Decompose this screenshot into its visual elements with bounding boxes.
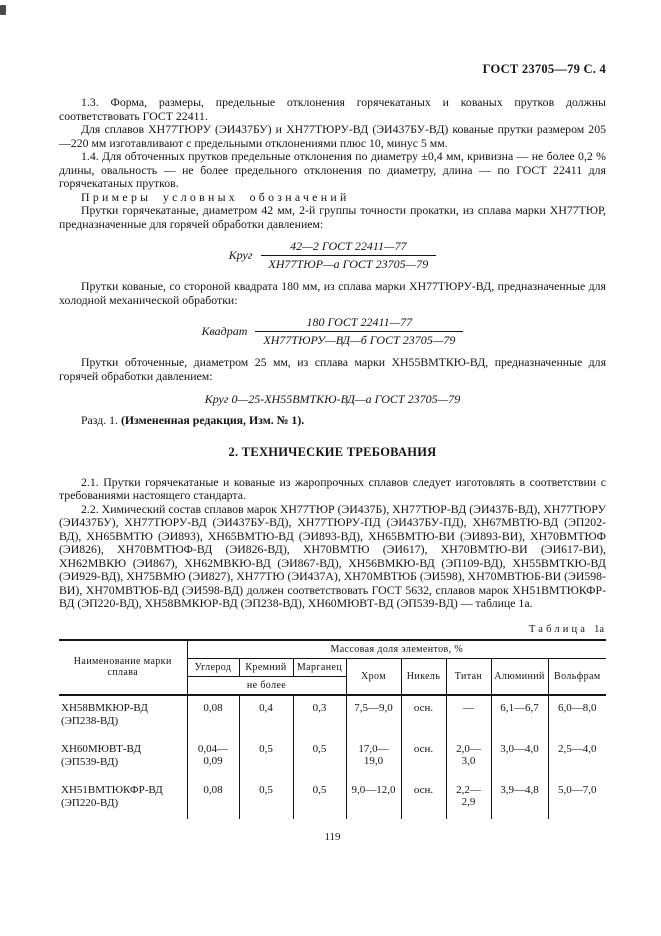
- manganese-value: 0,3: [293, 695, 346, 737]
- silicon-value: 0,4: [239, 695, 293, 737]
- formula-2-fraction: [255, 315, 463, 348]
- formula-2-label: Квадрат: [201, 324, 248, 338]
- silicon-value: 0,5: [239, 778, 293, 819]
- limit-note-cell: не более: [187, 676, 346, 695]
- grade-designation: (ЭП238-ВД): [61, 714, 119, 727]
- titanium-value: —: [446, 695, 491, 737]
- col-header-carbon: Углерод: [187, 658, 239, 676]
- formula-1: [59, 239, 606, 272]
- running-header: ГОСТ 23705—79 С. 4: [482, 62, 606, 76]
- formula-1-denominator: ХН77ТЮР—а ГОСТ 23705—79: [268, 257, 429, 271]
- chemical-composition-table: [59, 639, 606, 819]
- examples-heading: Примеры условных обозначений: [81, 189, 350, 204]
- revision-note-bold: (Измененная редакция, Изм. № 1).: [120, 413, 305, 427]
- nickel-value: осн.: [401, 778, 446, 819]
- col-header-nickel: Никель: [401, 658, 446, 695]
- col-header-manganese: Марганец: [293, 658, 346, 676]
- page-number: 119: [324, 830, 341, 843]
- scan-artifact-mark: [0, 5, 6, 15]
- grade-name: ХН51ВМТЮКФР-ВД: [61, 783, 163, 796]
- col-header-titanium: Титан: [446, 658, 491, 695]
- group-header-cell: Массовая доля элементов, %: [187, 640, 606, 659]
- chromium-value: 7,5—9,0: [346, 695, 401, 737]
- formula-1-numerator: 42—2 ГОСТ 22411—77: [261, 239, 437, 256]
- titanium-value: 2,2—2,9: [446, 778, 491, 819]
- col-header-tungsten: Вольфрам: [548, 658, 606, 695]
- formula-2: [59, 315, 606, 348]
- carbon-value: 0,08: [187, 695, 239, 737]
- manganese-value: 0,5: [293, 737, 346, 778]
- chromium-value: 9,0—12,0: [346, 778, 401, 819]
- table-caption-word: Таблица: [528, 623, 589, 635]
- grade-designation: (ЭП539-ВД): [61, 755, 119, 768]
- grade-cell: [59, 778, 187, 819]
- formula-2-denominator: ХН77ТЮРУ—ВД—б ГОСТ 23705—79: [263, 333, 456, 347]
- formula-2-numerator: 180 ГОСТ 22411—77: [255, 315, 463, 332]
- col-header-aluminium: Алюминий: [491, 658, 548, 695]
- aluminium-value: 3,9—4,8: [491, 778, 548, 819]
- carbon-value: 0,04—0,09: [187, 737, 239, 778]
- col-header-silicon: Кремний: [239, 658, 293, 676]
- table-caption: [59, 624, 604, 635]
- paragraph-2-1: 2.1. Прутки горячекатаные и кованые из жаропрочных сплавов следует изготовлять в соответствии с требованиями настоящего стандарта.: [59, 474, 606, 502]
- silicon-value: 0,5: [239, 737, 293, 778]
- grade-designation: (ЭП220-ВД): [61, 796, 119, 809]
- aluminium-value: 6,1—6,7: [491, 695, 548, 737]
- chromium-value: 17,0—19,0: [346, 737, 401, 778]
- tungsten-value: 6,0—8,0: [558, 701, 597, 714]
- table-row: [59, 778, 606, 819]
- example-3-intro: Прутки обточенные, диаметром 25 мм, из сплава марки ХН55ВМТКЮ-ВД, предназначенные для горячей обработки давлением:: [59, 355, 606, 383]
- page-content: [59, 62, 606, 843]
- paragraph-1-3: 1.3. Форма, размеры, предельные отклонения горячекатаных и кованых прутков должны соответствовать ГОСТ 22411.: [59, 95, 606, 123]
- tungsten-value: 5,0—7,0: [558, 783, 597, 796]
- grade-column-header: Наименование марки сплава: [59, 640, 187, 695]
- nickel-value: осн.: [401, 695, 446, 737]
- grade-cell: [59, 737, 187, 778]
- paragraph-2-2: 2.2. Химический состав сплавов марок ХН77ТЮР (ЭИ437Б), ХН77ТЮР-ВД (ЭИ437Б-ВД), ХН77ТЮРУ (ЭИ437БУ), ХН77ТЮРУ-ВД (ЭИ437БУ-ВД), ХН77ТЮРУ-ПД (ЭИ437БУ-ПД), ХН67МВТЮ-ВД (ЭП202-ВД), ХН65ВМТЮ (ЭИ893), ХН65ВМТЮ-ВД (ЭИ893-ВД), ХН65ВМТЮ-ВИ (ЭИ893-ВИ), ХН70ВМТЮФ (ЭИ826), ХН70ВМТЮФ-ВД (ЭИ826-ВД), ХН70ВМТЮ (ЭИ617), ХН70ВМТЮ-ВИ (ЭИ617-ВИ), ХН62МВКЮ (ЭИ867), ХН62МВКЮ-ВД (ЭИ867-ВД), ХН56ВМКЮ-ВД (ЭП109-ВД), ХН55ВМТКЮ-ВД (ЭИ929-ВД), ХН75ВМЮ (ЭИ827), ХН77ТЮ (ЭИ437А), ХН70МВТЮБ (ЭИ598), ХН70МВТЮБ-ВИ (ЭИ598-ВИ), ХН70МВТЮБ-ВД (ЭИ598-ВД) должен соответствовать ГОСТ 5632, сплавов марок ХН51ВМТЮКФР-ВД (ЭП220-ВД), ХН58ВМКЮР-ВД (ЭП238-ВД), ХН60МЮВТ-ВД (ЭП539-ВД) — таблице 1а.: [59, 501, 606, 610]
- aluminium-value: 3,0—4,0: [491, 737, 548, 778]
- paragraph-1-3-cont: Для сплавов ХН77ТЮРУ (ЭИ437БУ) и ХН77ТЮРУ-ВД (ЭИ437БУ-ВД) кованые прутки размером 205—220 мм изготавливают с предельными отклонениями плюс 10, минус 5 мм.: [59, 122, 606, 150]
- carbon-value: 0,08: [187, 778, 239, 819]
- nickel-value: осн.: [401, 737, 446, 778]
- grade-name: ХН58ВМКЮР-ВД: [61, 701, 148, 714]
- table-row: [59, 737, 606, 778]
- formula-1-label: Круг: [228, 248, 253, 262]
- table-row: [59, 695, 606, 737]
- table-caption-number: 1а: [594, 623, 604, 635]
- grade-name: ХН60МЮВТ-ВД: [61, 742, 141, 755]
- tungsten-value: 2,5—4,0: [558, 742, 597, 755]
- paragraph-1-4: 1.4. Для обточенных прутков предельные отклонения по диаметру ±0,4 мм, кривизна — не более 0,2 % длины, овальность — не более предельного отклонения по диаметру, длина — по ГОСТ 22411 для горячекатаных прутков.: [59, 149, 606, 190]
- formula-3: Круг 0—25-ХН55ВМТКЮ-ВД—а ГОСТ 23705—79: [204, 392, 461, 406]
- formula-1-fraction: [261, 239, 437, 272]
- table-header-row-1: [59, 640, 606, 659]
- col-header-chromium: Хром: [346, 658, 401, 695]
- example-1-intro: Прутки горячекатаные, диаметром 42 мм, 2-й группы точности прокатки, из сплава марки ХН77ТЮР, предназначенные для горячей обработки давлением:: [59, 203, 606, 231]
- example-2-intro: Прутки кованые, со стороной квадрата 180 мм, из сплава марки ХН77ТЮРУ-ВД, предназначенные для холодной механической обработки:: [59, 279, 606, 307]
- grade-cell: [59, 695, 187, 737]
- section-2-title: 2. ТЕХНИЧЕСКИЕ ТРЕБОВАНИЯ: [228, 444, 437, 459]
- titanium-value: 2,0—3,0: [446, 737, 491, 778]
- revision-note: [59, 414, 606, 428]
- revision-note-prefix: Разд. 1.: [81, 413, 121, 427]
- manganese-value: 0,5: [293, 778, 346, 819]
